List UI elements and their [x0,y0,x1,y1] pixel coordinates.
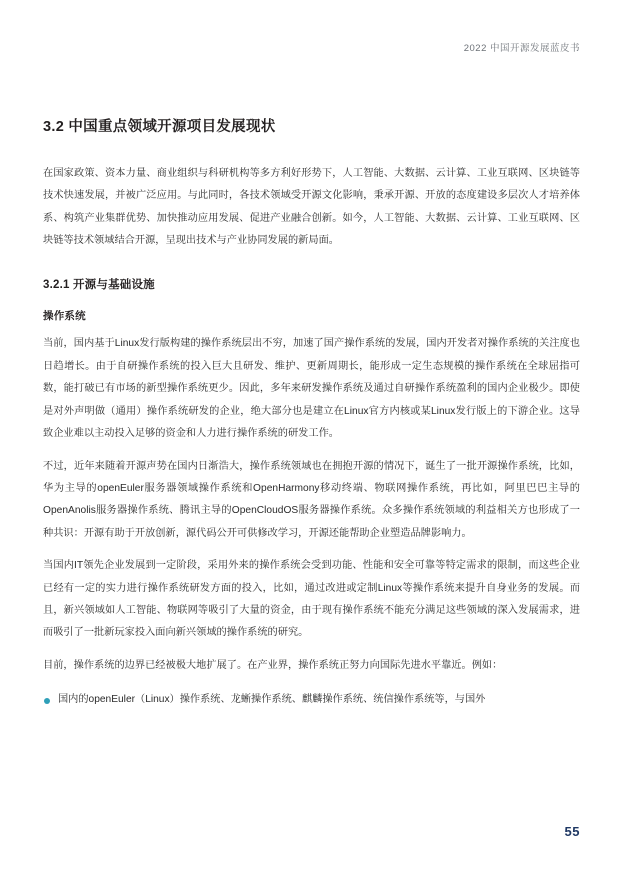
body-paragraph-2: 不过，近年来随着开源声势在国内日渐浩大，操作系统领域也在拥抱开源的情况下，诞生了一批开源操作系统，比如，华为主导的openEuler服务器领域操作系统和OpenHarmony移动终端、物联网操作系统，再比如，阿里巴巴主导的OpenAnolis服务器操作系统、腾讯主导的OpenCloudOS服务器操作系统。众多操作系统领域的利益相关方也形成了一种共识：开源有助于开放创新，源代码公开可供修改学习，开源还能帮助企业塑造品牌影响力。 [43,460,580,539]
list-item [43,689,580,711]
body-paragraph-4: 目前，操作系统的边界已经被极大地扩展了。在产业界，操作系统正努力向国际先进水平靠近。例如： [43,659,503,671]
body-paragraph-3: 当国内IT领先企业发展到一定阶段，采用外来的操作系统会受到功能、性能和安全可靠等特定需求的限制，而这些企业已经有一定的实力进行操作系统研发方面的投入，比如，通过改进或定制Linux等操作系统来提升自身业务的发展。而且，新兴领域如人工智能、物联网等吸引了大量的资金，由于现有操作系统不能充分满足这些领域的深入发展需求，进而吸引了一批新玩家投入面向新兴领域的操作系统的研究。 [43,560,580,639]
bullet-list [43,689,580,711]
body-paragraph-1: 当前，国内基于Linux发行版构建的操作系统层出不穷，加速了国产操作系统的发展，国内开发者对操作系统的关注度也日趋增长。由于自研操作系统的投入巨大且研发、维护、更新周期长，能形成一定生态规模的操作系统在全球屈指可数，能打破已有市场的新型操作系统更少。因此，多年来研发操作系统及通过自研操作系统盈利的国内企业极少。即使是对外声明做（通用）操作系统研发的企业，绝大部分也是建立在Linux官方内核或某Linux发行版上的下游企业。这导致企业难以主动投入足够的资金和人力进行操作系统的研发工作。 [43,338,580,440]
section-heading: 3.2 中国重点领域开源项目发展现状 [43,119,276,135]
sub-subheading-operating-system: 操作系统 [43,310,86,323]
page-number: 55 [564,824,580,839]
list-item-label: 国内的openEuler（Linux）操作系统、龙蜥操作系统、麒麟操作系统、统信操作系统等，与国外 [58,694,486,706]
section-intro-paragraph: 在国家政策、资本力量、商业组织与科研机构等多方利好形势下，人工智能、大数据、云计算、工业互联网、区块链等技术快速发展，并被广泛应用。与此同时，各技术领域受开源文化影响，秉承开源、开放的态度建设多层次人才培养体系、构筑产业集群优势、加快推动应用发展、促进产业融合创新。如今，人工智能、大数据、云计算、工业互联网、区块链等技术领域结合开源，呈现出技术与产业协同发展的新局面。 [43,167,580,247]
subsection-heading: 3.2.1 开源与基础设施 [43,279,155,292]
bullet-dot-icon [44,698,50,704]
page-content [43,118,580,716]
running-header: 2022 中国开源发展蓝皮书 [463,43,580,54]
